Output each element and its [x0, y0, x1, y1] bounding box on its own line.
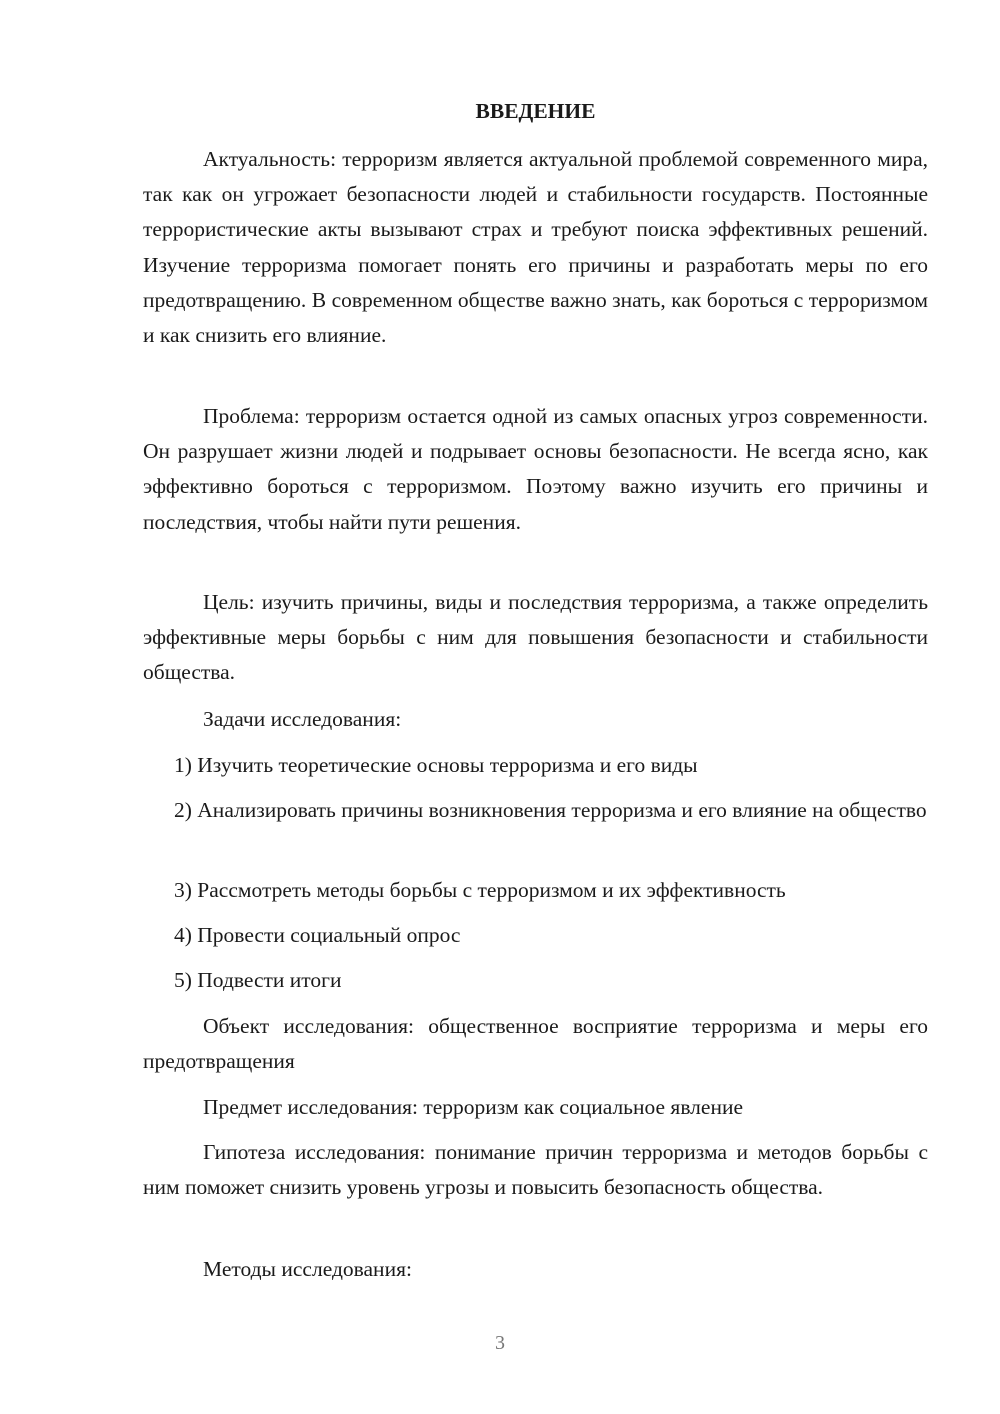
section-title: ВВЕДЕНИЕ — [475, 99, 596, 123]
page-number: 3 — [495, 1332, 505, 1354]
task-item-5: 5) Подвести итоги — [174, 968, 342, 992]
task-item-1: 1) Изучить теоретические основы терроризма и его виды — [174, 753, 698, 777]
tasks-heading: Задачи исследования: — [203, 707, 402, 731]
task-item-4: 4) Провести социальный опрос — [174, 923, 461, 947]
paragraph-subject: Предмет исследования: терроризм как социальное явление — [203, 1095, 744, 1119]
task-item-3: 3) Рассмотреть методы борьбы с терроризмом и их эффективность — [174, 878, 786, 902]
paragraph-actuality: Актуальность: терроризм является актуальной проблемой современного мира, так как он угрожает безопасности людей и стабильности государств. Постоянные террористические акты вызывают страх и требуют поиска эффективных решений. Изучение терроризма помогает понять его причины и разработать меры по его предотвращению. В современном обществе важно знать, как бороться с терроризмом и как снизить его влияние. — [143, 147, 928, 348]
paragraph-hypothesis: Гипотеза исследования: понимание причин терроризма и методов борьбы с ним поможет снизить уровень угрозы и повысить безопасность общества. — [143, 1140, 928, 1200]
methods-heading: Методы исследования: — [203, 1257, 412, 1281]
paragraph-problem: Проблема: терроризм остается одной из самых опасных угроз современности. Он разрушает жизни людей и подрывает основы безопасности. Не всегда ясно, как эффективно бороться с терроризмом. Поэтому важно изучить его причины и последствия, чтобы найти пути решения. — [143, 404, 928, 534]
task-item-2: 2) Анализировать причины возникновения терроризма и его влияние на общество — [174, 798, 927, 822]
paragraph-goal: Цель: изучить причины, виды и последствия терроризма, а также определить эффективные меры борьбы с ним для повышения безопасности и стабильности общества. — [143, 590, 928, 685]
paragraph-object: Объект исследования: общественное восприятие терроризма и меры его предотвращения — [143, 1014, 928, 1074]
